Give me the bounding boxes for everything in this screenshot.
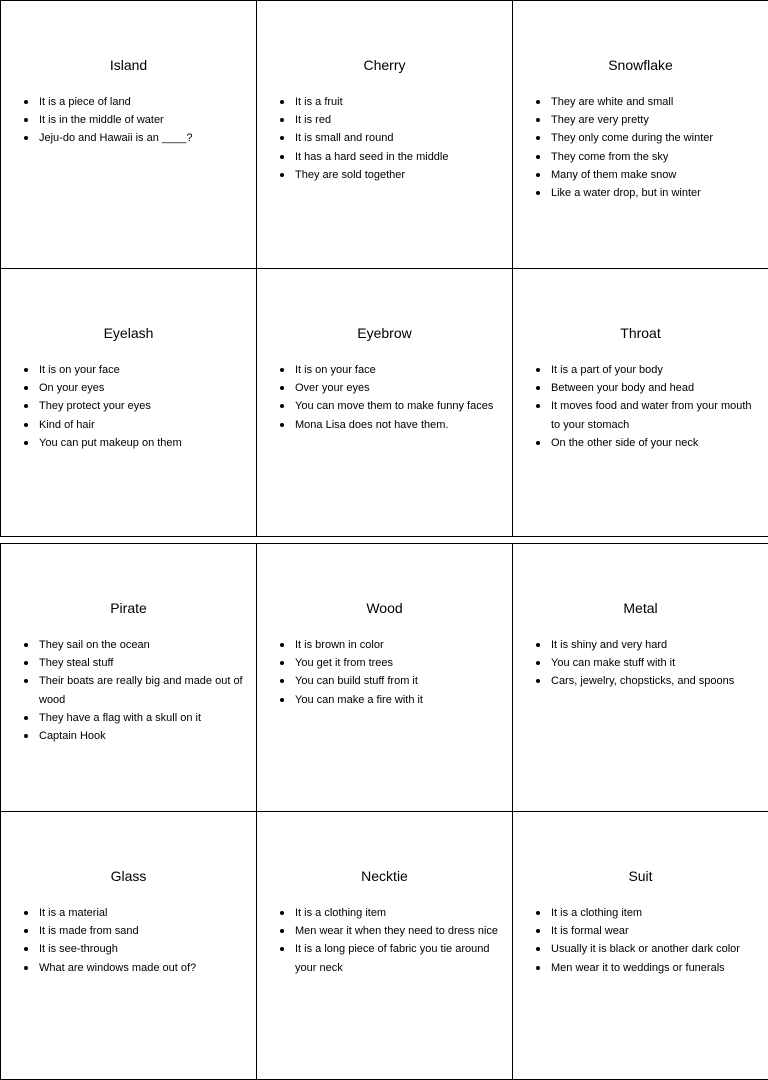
card-title: Throat bbox=[620, 325, 661, 341]
card-title: Wood bbox=[366, 600, 403, 616]
card-title: Necktie bbox=[361, 868, 408, 884]
clue-item: It has a hard seed in the middle bbox=[277, 148, 504, 166]
clue-item: It moves food and water from your mouth to your stomach bbox=[533, 397, 760, 433]
clue-item: It is red bbox=[277, 111, 504, 129]
clue-item: It is brown in color bbox=[277, 636, 504, 654]
clue-item: You can build stuff from it bbox=[277, 672, 504, 690]
clue-item: You can move them to make funny faces bbox=[277, 397, 504, 415]
clue-item: You can put makeup on them bbox=[21, 434, 248, 452]
clue-item: They are very pretty bbox=[533, 111, 760, 129]
clue-item: It is a clothing item bbox=[277, 904, 504, 922]
clue-list bbox=[21, 904, 248, 977]
clue-item: It is a long piece of fabric you tie around your neck bbox=[277, 940, 504, 976]
card-sheet-bottom bbox=[0, 543, 768, 1080]
clue-item: Usually it is black or another dark color bbox=[533, 940, 760, 958]
clue-item: On your eyes bbox=[21, 379, 248, 397]
card-title: Suit bbox=[628, 868, 653, 884]
clue-item: You get it from trees bbox=[277, 654, 504, 672]
clue-list bbox=[277, 361, 504, 434]
clue-item: Captain Hook bbox=[21, 727, 248, 745]
card-eyebrow bbox=[257, 269, 513, 537]
card-title: Pirate bbox=[110, 600, 147, 616]
clue-item: Jeju-do and Hawaii is an ____? bbox=[21, 129, 248, 147]
card-suit bbox=[513, 812, 768, 1080]
clue-item: It is on your face bbox=[277, 361, 504, 379]
clue-item: What are windows made out of? bbox=[21, 959, 248, 977]
card-title: Glass bbox=[110, 868, 147, 884]
card-glass bbox=[1, 812, 257, 1080]
clue-item: You can make stuff with it bbox=[533, 654, 760, 672]
clue-list bbox=[533, 361, 760, 452]
clue-list bbox=[533, 904, 760, 977]
clue-item: It is small and round bbox=[277, 129, 504, 147]
clue-list bbox=[21, 93, 248, 148]
card-title: Eyelash bbox=[103, 325, 154, 341]
clue-item: It is shiny and very hard bbox=[533, 636, 760, 654]
clue-item: They have a flag with a skull on it bbox=[21, 709, 248, 727]
clue-item: They are sold together bbox=[277, 166, 504, 184]
clue-item: Men wear it when they need to dress nice bbox=[277, 922, 504, 940]
card-snowflake bbox=[513, 1, 768, 269]
card-title: Cherry bbox=[363, 57, 406, 73]
card-title: Island bbox=[109, 57, 148, 73]
clue-list bbox=[533, 636, 760, 691]
clue-item: Between your body and head bbox=[533, 379, 760, 397]
clue-item: You can make a fire with it bbox=[277, 691, 504, 709]
card-title: Snowflake bbox=[608, 57, 673, 73]
clue-item: It is a material bbox=[21, 904, 248, 922]
clue-item: Men wear it to weddings or funerals bbox=[533, 959, 760, 977]
clue-list bbox=[533, 93, 760, 202]
clue-item: It is a piece of land bbox=[21, 93, 248, 111]
clue-item: They sail on the ocean bbox=[21, 636, 248, 654]
clue-item: Over your eyes bbox=[277, 379, 504, 397]
card-necktie bbox=[257, 812, 513, 1080]
card-title: Eyebrow bbox=[357, 325, 412, 341]
card-wood bbox=[257, 544, 513, 812]
clue-item: On the other side of your neck bbox=[533, 434, 760, 452]
clue-item: It is a fruit bbox=[277, 93, 504, 111]
card-cherry bbox=[257, 1, 513, 269]
clue-item: Many of them make snow bbox=[533, 166, 760, 184]
clue-item: They are white and small bbox=[533, 93, 760, 111]
clue-item: Like a water drop, but in winter bbox=[533, 184, 760, 202]
clue-list bbox=[277, 93, 504, 184]
clue-list bbox=[277, 636, 504, 709]
card-eyelash bbox=[1, 269, 257, 537]
clue-item: It is formal wear bbox=[533, 922, 760, 940]
clue-item: Their boats are really big and made out of wood bbox=[21, 672, 248, 708]
clue-item: They come from the sky bbox=[533, 148, 760, 166]
card-title: Metal bbox=[623, 600, 658, 616]
clue-item: It is in the middle of water bbox=[21, 111, 248, 129]
clue-item: It is a part of your body bbox=[533, 361, 760, 379]
clue-item: Cars, jewelry, chopsticks, and spoons bbox=[533, 672, 760, 690]
card-metal bbox=[513, 544, 768, 812]
clue-item: They protect your eyes bbox=[21, 397, 248, 415]
card-pirate bbox=[1, 544, 257, 812]
clue-item: Kind of hair bbox=[21, 416, 248, 434]
clue-item: It is on your face bbox=[21, 361, 248, 379]
clue-item: They steal stuff bbox=[21, 654, 248, 672]
clue-item: It is see-through bbox=[21, 940, 248, 958]
clue-list bbox=[21, 361, 248, 452]
card-island bbox=[1, 1, 257, 269]
clue-item: They only come during the winter bbox=[533, 129, 760, 147]
card-sheet-top bbox=[0, 0, 768, 537]
clue-item: It is a clothing item bbox=[533, 904, 760, 922]
clue-item: It is made from sand bbox=[21, 922, 248, 940]
clue-item: Mona Lisa does not have them. bbox=[277, 416, 504, 434]
clue-list bbox=[21, 636, 248, 745]
card-throat bbox=[513, 269, 768, 537]
clue-list bbox=[277, 904, 504, 977]
